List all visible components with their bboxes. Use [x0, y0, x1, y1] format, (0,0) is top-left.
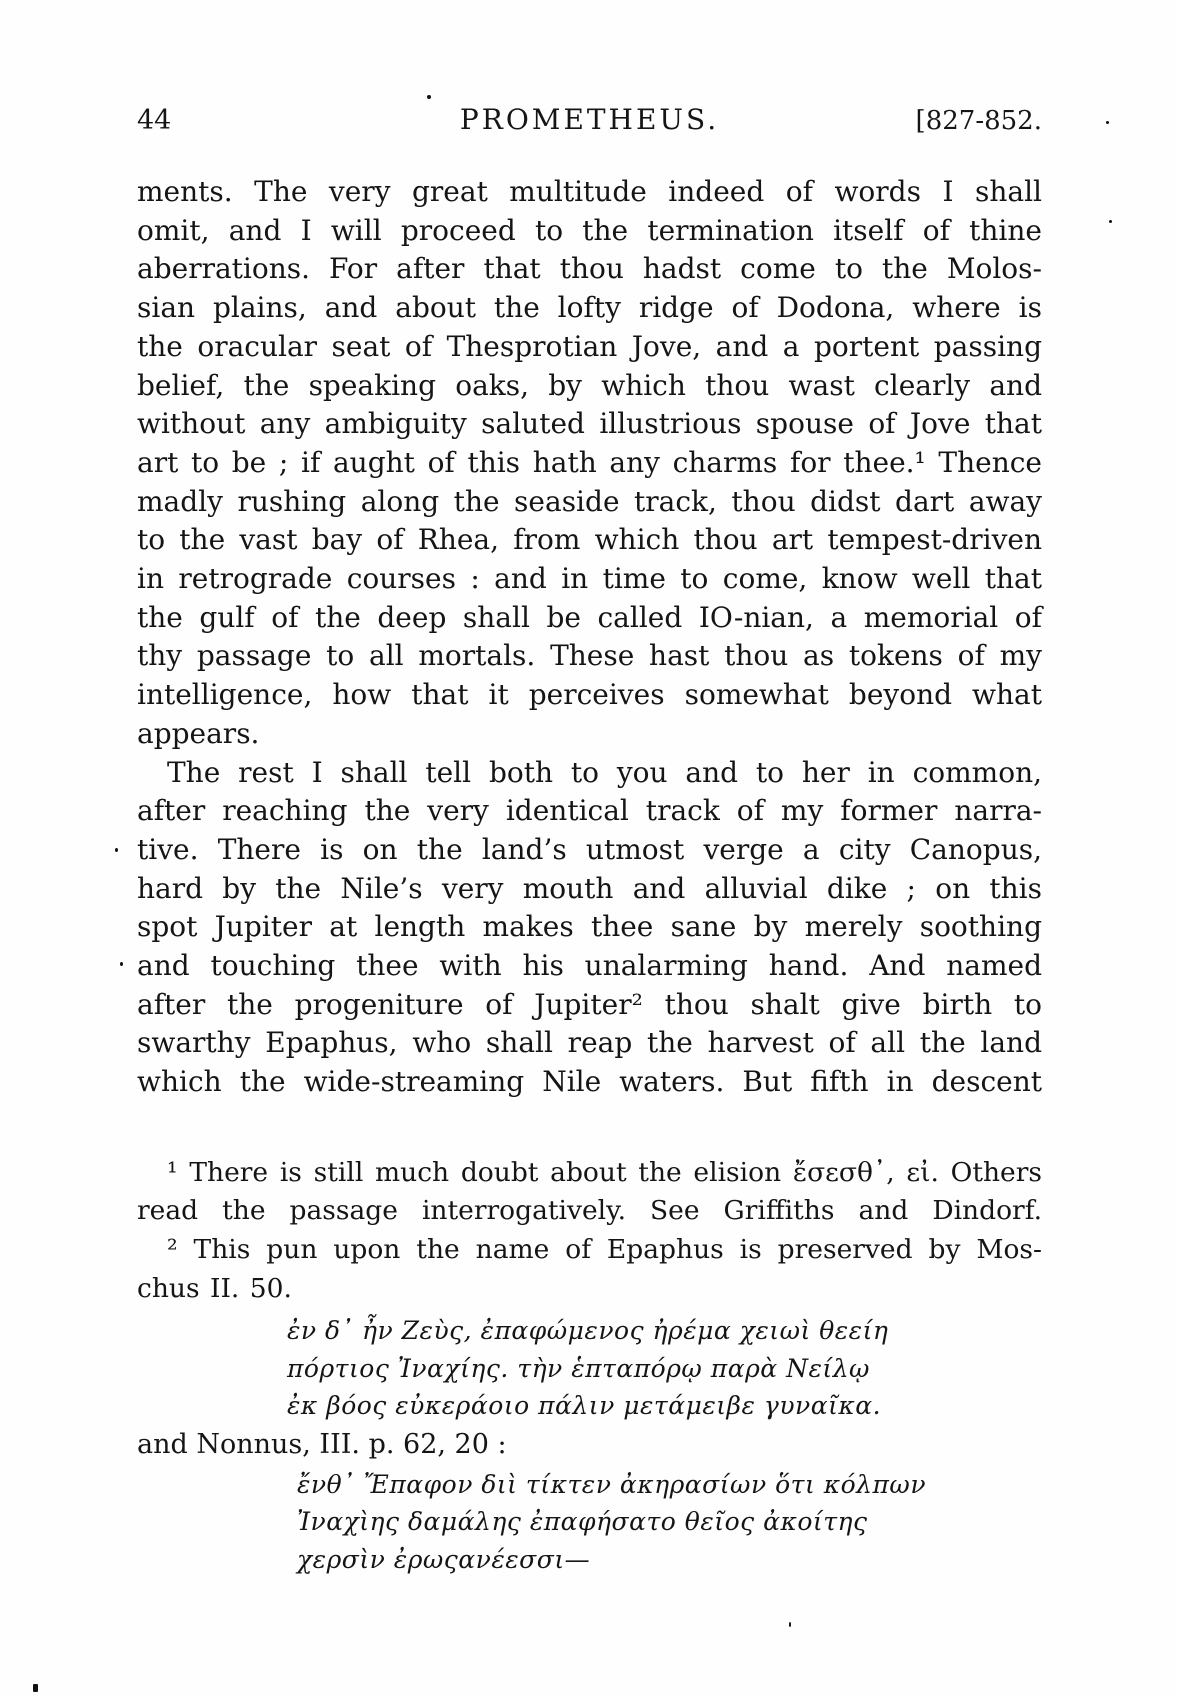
text-line: χερσὶν ἐρωςανέεσσι— [297, 1544, 591, 1574]
greek-quote-nonnus [297, 1466, 1042, 1578]
scan-speck [427, 95, 431, 99]
text-line: The rest I shall tell both to you and to her in common, [167, 755, 1042, 789]
text-line: to the vast bay of Rhea, from which thou art tempest-driven [137, 523, 1042, 557]
text-line: the oracular seat of Thesprotian Jove, and a portent passing [137, 329, 1042, 363]
text-line: spot Jupiter at length makes thee sane by merely soothing [137, 910, 1042, 944]
paragraph-2 [137, 754, 1042, 1102]
text-line: appears. [137, 716, 260, 750]
page-title: PROMETHEUS. [459, 103, 720, 136]
text-line: ments. The very great multitude indeed of words I shall [137, 175, 1042, 208]
text-line: Ἰναχὶης δαμάλης ἐπαφήσατο θεῖος ἀκοίτης [297, 1507, 868, 1537]
paragraph-1 [137, 173, 1042, 754]
text-line: ² This pun upon the name of Epaphus is preserved by Mos- [167, 1234, 1042, 1266]
text-line: read the passage interrogatively. See Griffiths and Dindorf. [137, 1195, 1042, 1227]
running-head [137, 103, 1042, 136]
text-line: hard by the Nile’s very mouth and alluvial dike ; on this [137, 871, 1042, 905]
page-content [137, 103, 1042, 1580]
text-line: ἐκ βόος εὐκεράοιο πάλιν μετάμειβε γυναῖκα. [287, 1390, 882, 1420]
footnotes [137, 1154, 1042, 1578]
text-line: belief, the speaking oaks, by which thou wast clearly and [137, 368, 1042, 402]
text-line: and touching thee with his unalarming hand. And named [137, 949, 1042, 983]
text-line: madly rushing along the seaside track, thou didst dart away [137, 484, 1042, 518]
text-line: art to be ; if aught of this hath any charms for thee.¹ Thence [137, 445, 1042, 479]
scan-speck [1106, 121, 1109, 124]
text-line: tive. There is on the land’s utmost verge a city Canopus, [137, 832, 1042, 866]
scan-speck [1109, 220, 1112, 223]
text-line: ἔνθ᾽ Ἔπαφον διὶ τίκτεν ἀκηρασίων ὅτι κόλπων [297, 1470, 927, 1500]
text-line: πόρτιος Ἰναχίης. τὴν ἑπταπόρῳ παρὰ Νείλῳ [287, 1353, 870, 1383]
text-line: swarthy Epaphus, who shall reap the harvest of all the land [137, 1026, 1042, 1060]
scan-speck [789, 1622, 791, 1627]
text-line: thy passage to all mortals. These hast thou as tokens of my [137, 639, 1042, 673]
footnote-2 [137, 1231, 1042, 1308]
scan-speck [120, 962, 123, 966]
scan-speck [115, 848, 118, 852]
nonnus-reference: and Nonnus, III. p. 62, 20 : [137, 1429, 507, 1461]
footnote-1 [137, 1154, 1042, 1231]
text-line: intelligence, how that it perceives somewhat beyond what [137, 678, 1042, 712]
text-line: which the wide-streaming Nile waters. But fifth in descent [137, 1065, 1042, 1099]
text-line: the gulf of the deep shall be called IO-nian, a memorial of [137, 600, 1042, 634]
text-line: omit, and I will proceed to the termination itself of thine [137, 213, 1042, 247]
line-range: [827-852. [915, 106, 1042, 136]
greek-quote-moschus [287, 1312, 1042, 1424]
main-text [137, 173, 1042, 1102]
text-line: after reaching the very identical track of my former narra- [137, 794, 1042, 828]
text-line: ¹ There is still much doubt about the elision ἔσεσθ᾽, εἰ. Others [167, 1156, 1042, 1188]
scan-speck [33, 1684, 38, 1692]
text-line: sian plains, and about the lofty ridge of Dodona, where is [137, 291, 1042, 325]
text-line: after the progeniture of Jupiter² thou shalt give birth to [137, 987, 1042, 1021]
text-line: in retrograde courses : and in time to come, know well that [137, 562, 1042, 596]
text-line: without any ambiguity saluted illustrious spouse of Jove that [137, 407, 1042, 441]
page-number: 44 [137, 105, 172, 136]
text-line: ἐν δ᾽ ἦν Ζεὺς, ἐπαφώμενος ἠρέμα χειωὶ θεείη [287, 1316, 889, 1346]
text-line: aberrations. For after that thou hadst come to the Molos- [137, 252, 1042, 286]
text-line: chus II. 50. [137, 1272, 292, 1304]
